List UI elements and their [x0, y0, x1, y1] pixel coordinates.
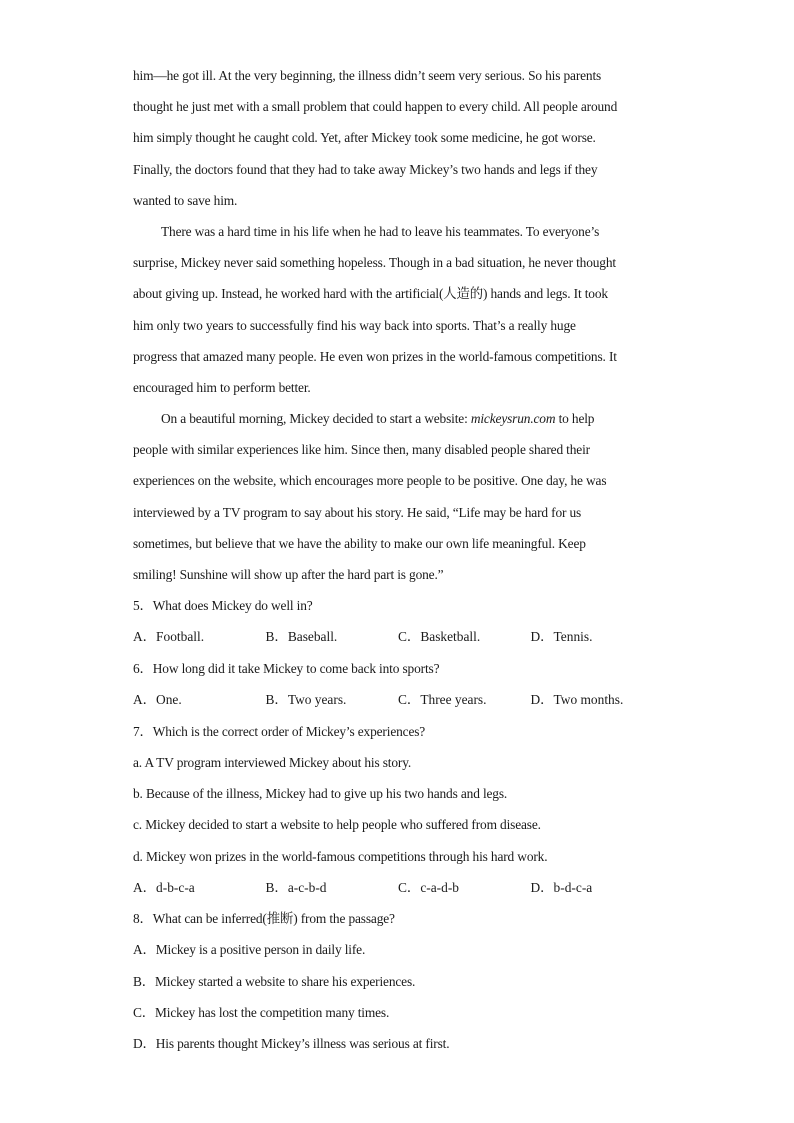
option-d: D．b-d-c-a [530, 879, 593, 895]
question-stem: 7．Which is the correct order of Mickey’s experiences? [133, 723, 426, 739]
question-8 [133, 903, 663, 1059]
option-c: C．Mickey has lost the competition many times. [133, 1004, 390, 1020]
text-line: people with similar experiences like him. Since then, many disabled people shared their [133, 442, 590, 458]
text-line: Finally, the doctors found that they had to take away Mickey’s two hands and legs if they [133, 161, 598, 177]
paragraph-2 [133, 216, 663, 403]
question-6 [133, 653, 663, 716]
question-stem: 6．How long did it take Mickey to come back into sports? [133, 660, 440, 676]
text-segment: On a beautiful morning, Mickey decided to start a website: [161, 411, 471, 427]
text-segment: to help [555, 411, 595, 427]
question-stem: 5．What does Mickey do well in? [133, 598, 313, 614]
option-c: C．c-a-d-b [398, 879, 459, 895]
paragraph-1 [133, 60, 663, 216]
option-b: B．a-c-b-d [265, 879, 327, 895]
text-line: sometimes, but believe that we have the ability to make our own life meaningful. Keep [133, 535, 586, 551]
event-item: c. Mickey decided to start a website to help people who suffered from disease. [133, 817, 541, 833]
text-line: smiling! Sunshine will show up after the hard part is gone.” [133, 567, 444, 582]
text-line: thought he just met with a small problem that could happen to every child. All people around [133, 99, 618, 115]
website-url: mickeysrun.com [470, 411, 556, 427]
event-item: d. Mickey won prizes in the world-famous competitions through his hard work. [133, 848, 548, 864]
option-a: A．d-b-c-a [133, 879, 195, 895]
question-stem: 8．What can be inferred(推断) from the passage? [133, 911, 395, 927]
question-7 [133, 716, 663, 904]
event-item: a. A TV program interviewed Mickey about his story. [133, 754, 412, 770]
question-5 [133, 590, 663, 653]
text-line: There was a hard time in his life when he had to leave his teammates. To everyone’s [161, 223, 600, 239]
option-b: B．Baseball. [265, 629, 338, 645]
answer-options [133, 684, 663, 716]
document-page [133, 60, 663, 1059]
option-c: C．Basketball. [398, 629, 481, 645]
option-b: B．Mickey started a website to share his experiences. [133, 973, 416, 989]
option-b: B．Two years. [265, 692, 347, 708]
text-line: surprise, Mickey never said something hopeless. Though in a bad situation, he never thought [133, 255, 616, 271]
option-d: D．Tennis. [530, 629, 593, 645]
option-d: D．Two months. [530, 692, 624, 708]
paragraph-3 [133, 403, 663, 590]
text-line: wanted to save him. [133, 192, 238, 208]
text-line: him—he got ill. At the very beginning, the illness didn’t seem very serious. So his parents [133, 68, 602, 83]
text-line [133, 403, 663, 434]
option-a: A．One. [133, 692, 182, 708]
option-d: D．His parents thought Mickey’s illness was serious at first. [133, 1036, 450, 1052]
event-item: b. Because of the illness, Mickey had to give up his two hands and legs. [133, 786, 508, 802]
option-a: A．Mickey is a positive person in daily life. [133, 942, 366, 958]
answer-options [133, 621, 663, 653]
text-line: experiences on the website, which encourages more people to be positive. One day, he was [133, 473, 607, 489]
text-line: him only two years to successfully find his way back into sports. That’s a really huge [133, 317, 576, 333]
text-line: encouraged him to perform better. [133, 379, 311, 395]
answer-options [133, 872, 663, 904]
text-line: progress that amazed many people. He even won prizes in the world-famous competitions. It [133, 348, 617, 364]
text-line: interviewed by a TV program to say about his story. He said, “Life may be hard for us [133, 504, 582, 520]
text-line: about giving up. Instead, he worked hard with the artificial(人造的) hands and legs. It took [133, 286, 608, 302]
text-line: him simply thought he caught cold. Yet, after Mickey took some medicine, he got worse. [133, 130, 596, 146]
option-c: C．Three years. [398, 692, 487, 708]
option-a: A．Football. [133, 629, 205, 645]
